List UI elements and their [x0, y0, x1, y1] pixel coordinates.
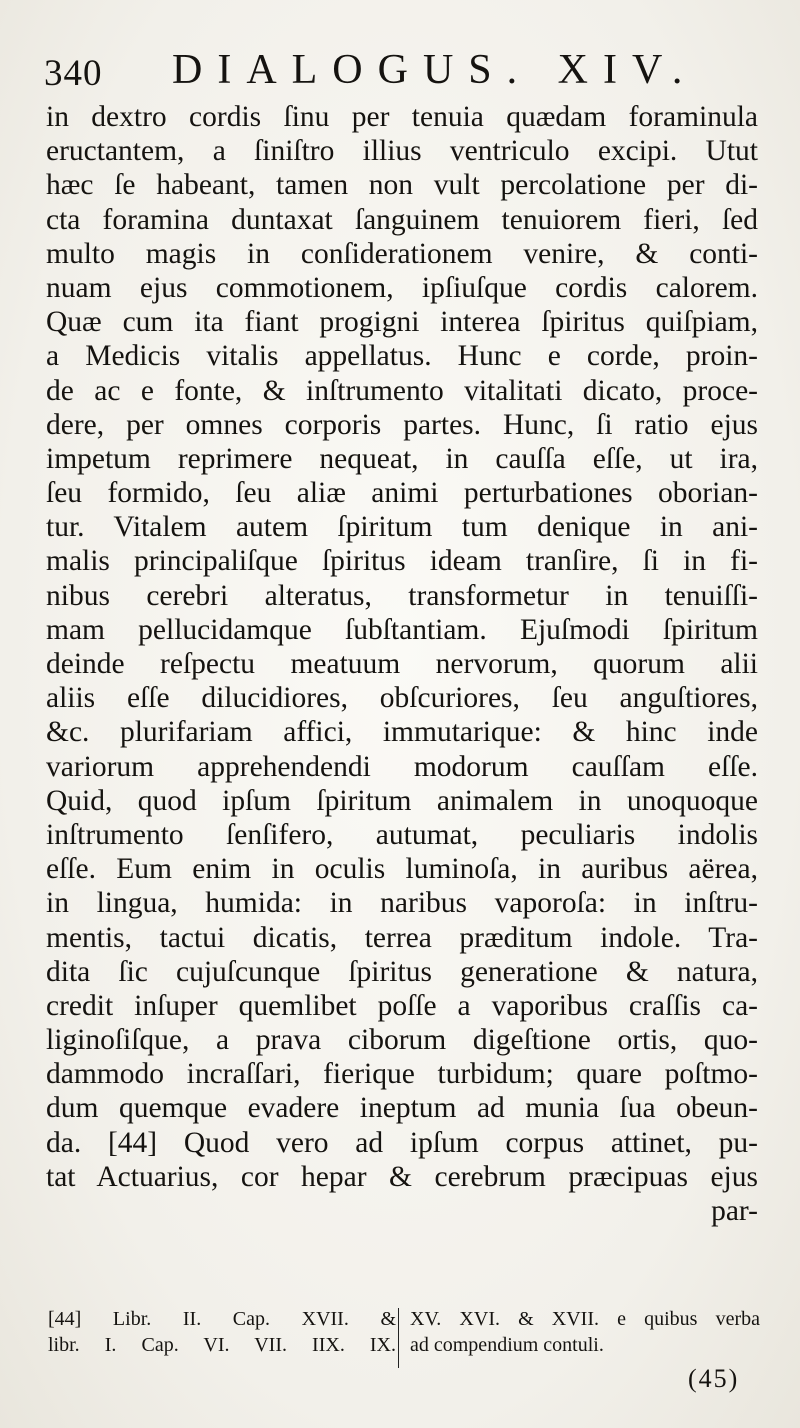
footnote-divider — [398, 1308, 399, 1368]
body-line: nuam ejus commotionem, ipſiuſque cordis calorem. — [46, 271, 758, 304]
body-line: mentis, tactui dicatis, terrea præditum indole. Tra- — [46, 921, 758, 954]
body-line: tat Actuarius, cor hepar & cerebrum præcipuas ejus — [46, 1160, 758, 1193]
body-line: inſtrumento ſenſifero, autumat, peculiaris indolis — [46, 818, 758, 851]
body-line: Quæ cum ita fiant progigni interea ſpiritus quiſpiam, — [46, 306, 758, 339]
running-title: DIALOGUS. XIV. — [172, 47, 698, 93]
footnote-block — [48, 1306, 758, 1366]
footnote-left-column — [48, 1306, 396, 1358]
body-line: liginoſiſque, a prava ciborum digeſtione ortis, quo- — [46, 1024, 758, 1057]
body-line: malis principaliſque ſpiritus ideam tranſire, ſi in fi- — [46, 545, 758, 578]
body-line: mam pellucidamque ſubſtantiam. Ejuſmodi ſpiritum — [46, 613, 758, 646]
footnote-line: ad compendium contuli. — [410, 1334, 604, 1356]
body-line: impetum reprimere nequeat, in cauſſa eſſe, ut ira, — [46, 442, 758, 475]
body-line: credit inſuper quemlibet poſſe a vaporibus craſſis ca- — [46, 989, 758, 1022]
body-line: dammodo incraſſari, fierique turbidum; quare poſtmo- — [46, 1058, 758, 1091]
body-line: ſeu formido, ſeu aliæ animi perturbationes oborian- — [46, 477, 758, 510]
body-line: &c. plurifariam affici, immutarique: & hinc inde — [46, 716, 758, 749]
body-line: da. [44] Quod vero ad ipſum corpus attinet, pu- — [46, 1126, 758, 1159]
body-line: dita ſic cujuſcunque ſpiritus generatione & natura, — [46, 955, 758, 988]
body-line: cta foramina duntaxat ſanguinem tenuiorem fieri, ſed — [46, 203, 758, 236]
body-line: multo magis in conſiderationem venire, & conti- — [46, 237, 758, 270]
body-line: Quid, quod ipſum ſpiritum animalem in unoquoque — [46, 784, 758, 817]
body-line: variorum apprehendendi modorum cauſſam eſſe. — [46, 750, 758, 783]
footnote-right-column — [410, 1306, 760, 1358]
body-text — [46, 100, 758, 1228]
body-line: dum quemque evadere ineptum ad munia ſua obeun- — [46, 1092, 758, 1125]
body-line: nibus cerebri alteratus, transformetur in tenuiſſi- — [46, 579, 758, 612]
body-line: in lingua, humida: in naribus vaporoſa: in inſtru- — [46, 887, 758, 920]
body-line: tur. Vitalem autem ſpiritum tum denique in ani- — [46, 511, 758, 544]
body-line: dere, per omnes corporis partes. Hunc, ſi ratio ejus — [46, 408, 758, 441]
page-number: 340 — [44, 53, 103, 94]
body-line: aliis eſſe dilucidiores, obſcuriores, ſeu anguſtiores, — [46, 682, 758, 715]
body-line: hæc ſe habeant, tamen non vult percolatione per di- — [46, 169, 758, 202]
footnote-line: libr. I. Cap. VI. VII. IIX. IX. — [48, 1334, 396, 1356]
page-header — [44, 44, 754, 100]
signature-mark: (45) — [688, 1364, 740, 1393]
body-line: deinde reſpectu meatuum nervorum, quorum alii — [46, 648, 758, 680]
body-line: de ac e fonte, & inſtrumento vitalitati dicato, proce- — [46, 374, 758, 407]
body-line: eructantem, a ſiniſtro illius ventriculo excipi. Utut — [46, 135, 758, 168]
catchword: par- — [711, 1195, 758, 1227]
body-line: a Medicis vitalis appellatus. Hunc e corde, proin- — [46, 340, 758, 373]
body-line: eſſe. Eum enim in oculis luminoſa, in auribus aërea, — [46, 853, 758, 886]
body-line: in dextro cordis ſinu per tenuia quædam foraminula — [46, 101, 758, 133]
footnote-line: XV. XVI. & XVII. e quibus verba — [410, 1308, 760, 1330]
footnote-line: [44] Libr. II. Cap. XVII. & — [48, 1308, 396, 1330]
